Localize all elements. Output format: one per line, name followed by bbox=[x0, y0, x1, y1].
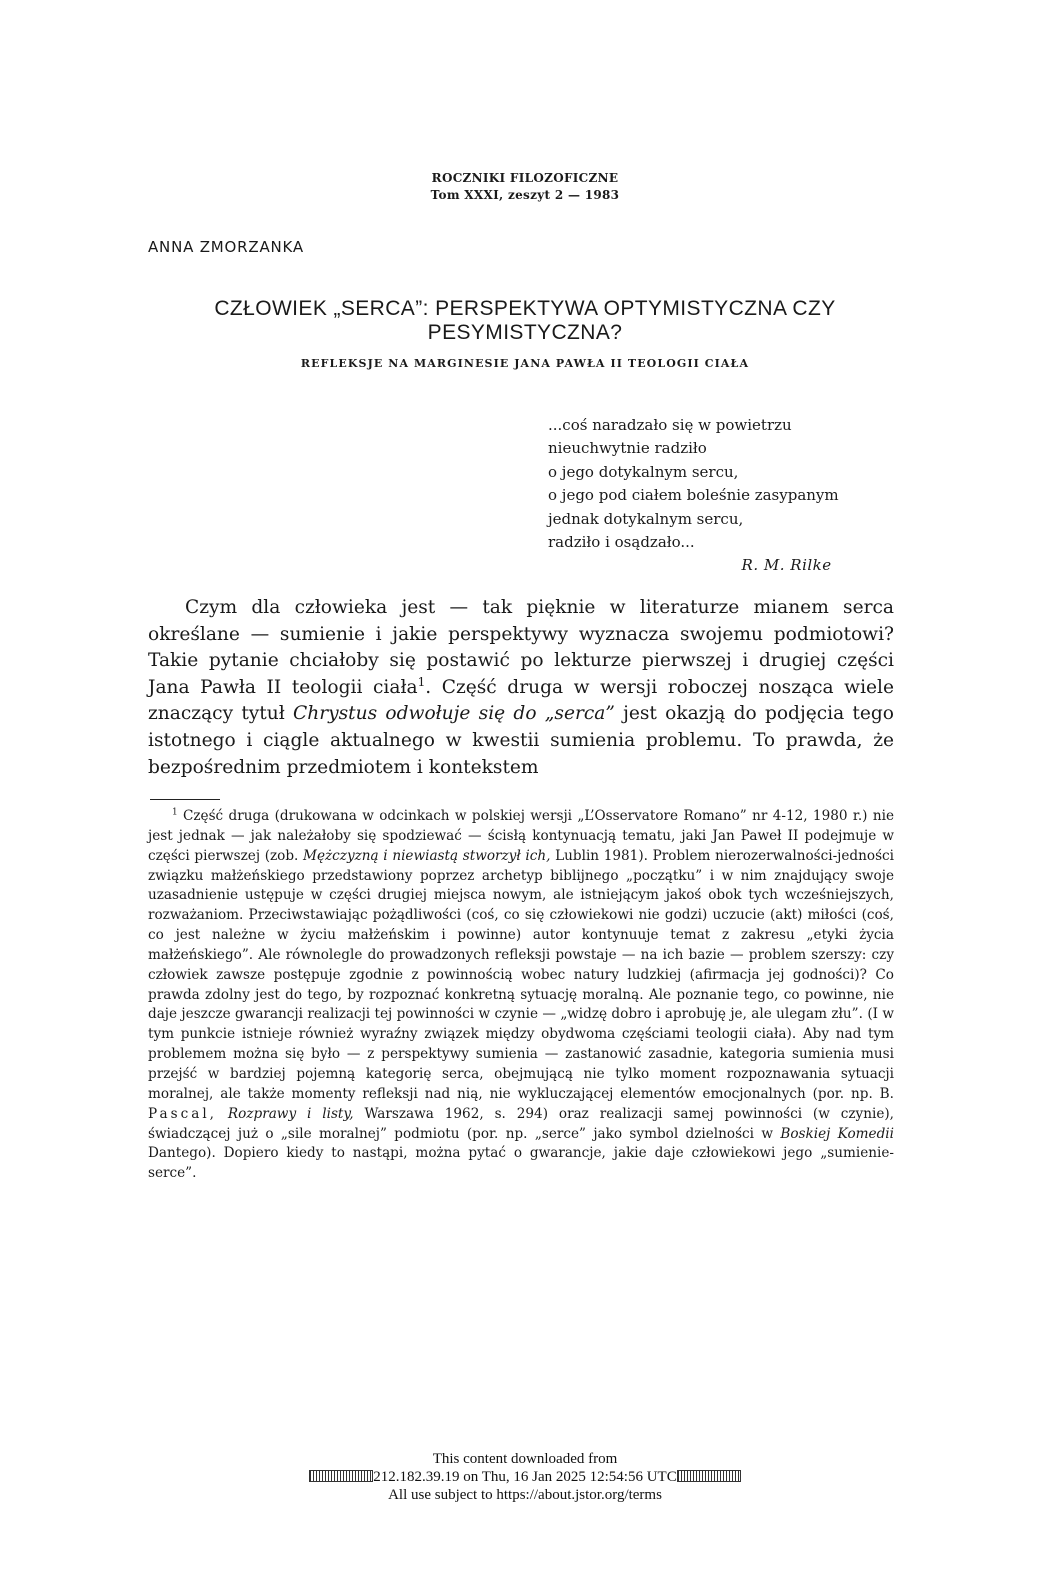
epigraph-attribution: R. M. Rilke bbox=[741, 556, 832, 575]
download-stamp bbox=[250, 1450, 800, 1504]
footnote-number: 1 bbox=[172, 807, 178, 818]
barcode-icon bbox=[309, 1470, 373, 1482]
footnote-italic: Boskiej Komedii bbox=[780, 1125, 894, 1142]
epigraph-line: o jego dotykalnym sercu, bbox=[548, 462, 739, 481]
epigraph-line: jednak dotykalnym sercu, bbox=[548, 509, 744, 528]
footnote-text: Dantego). Dopiero kiedy to nastąpi, można pytać o gwarancje, jakie daje człowiekowi jego „sumienie-serce”. bbox=[148, 1145, 894, 1182]
journal-name: ROCZNIKI FILOZOFICZNE bbox=[431, 171, 619, 185]
stamp-line-2: 212.182.39.19 on Thu, 16 Jan 2025 12:54:56 UTC bbox=[250, 1468, 800, 1486]
epigraph bbox=[548, 414, 839, 578]
title-line-1: CZŁOWIEK „SERCA”: PERSPEKTYWA OPTYMISTYCZNA CZY bbox=[214, 297, 836, 320]
journal-volume: Tom XXXI, zeszyt 2 — 1983 bbox=[430, 188, 620, 202]
body-italic-title: Chrystus odwołuje się do „serca” bbox=[293, 703, 615, 725]
footnote-divider bbox=[150, 799, 220, 800]
article-title bbox=[140, 297, 910, 345]
footnote-reference[interactable]: 1 bbox=[417, 674, 426, 689]
epigraph-line: o jego pod ciałem boleśnie zasypanym bbox=[548, 486, 839, 505]
epigraph-line: ...coś naradzało się w powietrzu bbox=[548, 416, 792, 434]
body-text: jest okazją do podjęcia tego istotnego i ciągle aktualnego w kwestii sumienia problemu. To prawda, że bezpośrednim przedmiotem i kontekstem bbox=[148, 703, 894, 778]
stamp-line-3: All use subject to https://about.jstor.org/terms bbox=[388, 1487, 662, 1503]
article-subtitle: REFLEKSJE NA MARGINESIE JANA PAWŁA II TEOLOGII CIAŁA bbox=[300, 357, 750, 370]
epigraph-line: radziło i osądzało... bbox=[548, 533, 695, 552]
footnote-text bbox=[217, 1106, 228, 1122]
footnote-italic: Mężczyzną i niewiastą stworzył ich, bbox=[303, 847, 551, 864]
title-line-2: PESYMISTYCZNA? bbox=[427, 321, 623, 344]
footnote-italic: Rozprawy i listy, bbox=[227, 1105, 354, 1122]
author-name: ANNA ZMORZANKA bbox=[148, 238, 304, 256]
footnote bbox=[148, 807, 894, 1184]
footnote-text: Część druga (drukowana w odcinkach w polskiej wersji „L’Osservatore Romano” nr 4-12, 1980 r.) nie jest jednak — jak należałoby się spodziewać — ścisłą kontynuacją tematu, jaki Jan Paweł II podejmuje w części pierwszej (zob. bbox=[148, 808, 894, 864]
body-text: . Część druga w wersji roboczej nosząca wiele znaczący tytuł bbox=[148, 676, 894, 725]
body-text: Czym dla człowieka jest — tak pięknie w literaturze mianem serca określane — sumienie i jakie perspektywy wyznacza swojemu podmiotowi? Takie pytanie chciałoby się postawić po lekturze pierwszej i drugiej części Jana Pawła II teologii ciała bbox=[148, 597, 894, 698]
barcode-icon bbox=[677, 1470, 741, 1482]
stamp-line-1: This content downloaded from bbox=[432, 1451, 618, 1467]
journal-header bbox=[300, 170, 750, 204]
footnote-text: Warszawa 1962, s. 294) oraz realizacji samej powinności (w czynie), świadczącej już o „sile moralnej” podmiotu (por. np. „serce” jako symbol dzielności w bbox=[148, 1105, 894, 1142]
epigraph-line: nieuchwytnie radziło bbox=[548, 439, 707, 458]
footnote-text: Lublin 1981). Problem nierozerwalności-jedności związku małżeńskiego przedstawiony poprzez archetyp biblijnego „początku” i w nim znajdujący swoje uzasadnienie ustępuje w części drugiej miejsca nowym, ale istniejącym jakoś obok tych wcześniejszych, rozważaniom. Przeciwstawiając pożądliwości (coś, co się człowiekowi nie godzi) uczucie (akt) miłości (coś, co jest należne w życiu małżeńskim i powinne) autor kontynuuje temat z zakresu „etyki życia małżeńskiego”. Ale równolegle do prowadzonych refleksji powstaje — na ich bazie — problem szerszy: czy człowiek zawsze postępuje zgodnie z powinnością wobec natury ludzkiej (afirmacja jej godności)? Co prawda zdolny jest do tego, by rozpoznać konkretną sytuację moralną. Ale poznanie tego, co powinne, nie daje jeszcze gwarancji realizacji tej powinności w czynie — „widzę dobro i aprobuję je, ale ulegam złu”. (I w tym punkcie istnieje również wyraźny związek między obydwoma częściami teologii ciała). Aby nad tym problemem można się było — z perspektywy sumienia — zastanowić zasadnie, kategoria sumienia musi przejść w bardziej pojemną kategorię serca, obejmującą nie tylko moment rozpoznawania sytuacji moralnej, ale także momenty refleksji nad nią, nie wykluczającej elementów emocjonalnych (por. np. B. bbox=[148, 847, 895, 1102]
footnote-author-spaced: Pascal, bbox=[148, 1105, 218, 1122]
body-paragraph bbox=[148, 595, 894, 781]
